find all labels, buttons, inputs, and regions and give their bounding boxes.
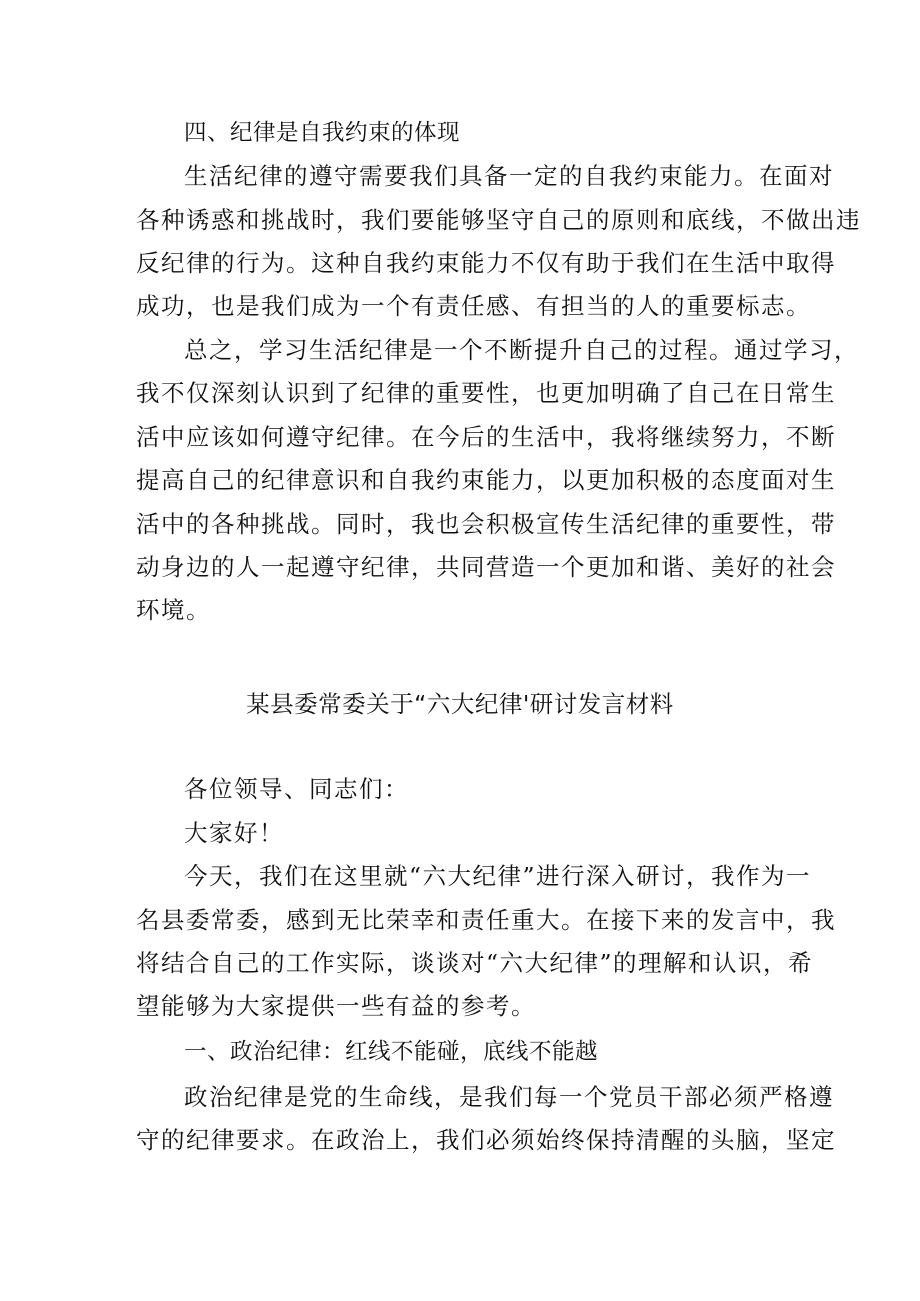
paragraph-line: 守的纪律要求。在政治上，我们必须始终保持清醒的头脑，坚定: [136, 1126, 836, 1154]
paragraph-line: 环境。: [136, 596, 211, 624]
paragraph-line: 名县委常委，感到无比荣幸和责任重大。在接下来的发言中，我: [136, 906, 836, 934]
paragraph-line: 将结合自己的工作实际，谈谈对“六大纪律”的理解和认识，希: [136, 949, 814, 977]
paragraph-line: 活中应该如何遵守纪律。在今后的生活中，我将继续努力，不断: [136, 423, 836, 451]
paragraph-line: 生活纪律的遵守需要我们具备一定的自我约束能力。在面对: [184, 162, 834, 190]
paragraph-line: 提高自己的纪律意识和自我约束能力，以更加积极的态度面对生: [136, 466, 836, 494]
paragraph-line: 反纪律的行为。这种自我约束能力不仅有助于我们在生活中取得: [136, 249, 836, 277]
paragraph-line: 活中的各种挑战。同时，我也会积极宣传生活纪律的重要性，带: [136, 510, 836, 538]
paragraph-line: 我不仅深刻认识到了纪律的重要性，也更加明确了自己在日常生: [136, 379, 836, 407]
paragraph-line: 动身边的人一起遵守纪律，共同营造一个更加和谐、美好的社会: [136, 553, 836, 581]
paragraph-line: 望能够为大家提供一些有益的参考。: [136, 992, 536, 1020]
paragraph-line: 政治纪律是党的生命线，是我们每一个党员干部必须严格遵: [184, 1083, 834, 1111]
section-heading-political-discipline: 一、政治纪律：红线不能碰，底线不能越: [184, 1039, 599, 1065]
section-heading-self-discipline: 四、纪律是自我约束的体现: [184, 120, 461, 146]
greeting: 大家好！: [184, 819, 284, 847]
document-title: 某县委常委关于“六大纪律'研讨发言材料: [246, 690, 674, 718]
salutation: 各位领导、同志们：: [184, 775, 409, 803]
paragraph-line: 总之，学习生活纪律是一个不断提升自己的过程。通过学习，: [184, 336, 859, 364]
paragraph-line: 各种诱惑和挑战时，我们要能够坚守自己的原则和底线，不做出违: [136, 206, 861, 234]
paragraph-line: 今天，我们在这里就“六大纪律”进行深入研讨，我作为一: [184, 862, 812, 890]
paragraph-line: 成功，也是我们成为一个有责任感、有担当的人的重要标志。: [136, 292, 811, 320]
